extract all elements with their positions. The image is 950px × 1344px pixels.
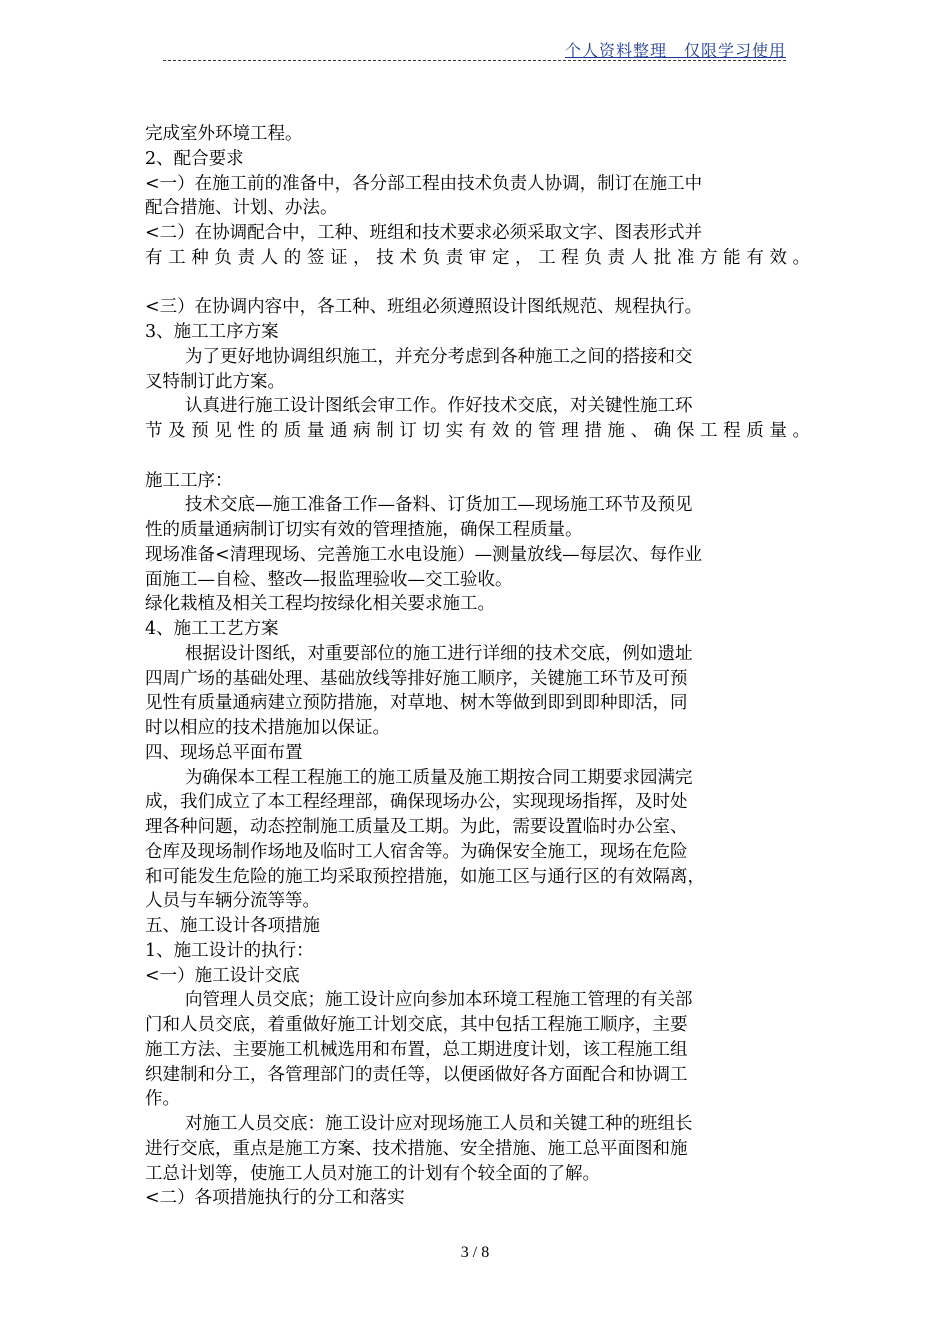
text-line: 向管理人员交底；施工设计应向参加本环境工程施工管理的有关部 bbox=[185, 990, 693, 1011]
text-line: 时以相应的技术措施加以保证。 bbox=[145, 718, 390, 738]
text-line: 成，我们成立了本工程经理部，确保现场办公，实现现场指挥，及时处 bbox=[145, 792, 688, 813]
text-line: 有工种负责人的签证，技术负责审定，工程负责人批准方能有效。 bbox=[145, 247, 810, 268]
text-line: 根据设计图纸，对重要部位的施工进行详细的技术交底，例如遗址 bbox=[185, 643, 693, 664]
text-line: 门和人员交底，着重做好施工计划交底，其中包括工程施工顺序，主要 bbox=[145, 1015, 688, 1035]
section-heading: 2、配合要求 bbox=[145, 148, 244, 169]
text-line: 和可能发生危险的施工均采取预控措施，如施工区与通行区的有效隔离， bbox=[145, 866, 705, 887]
text-line: 织建制和分工，各管理部门的责任等，以便函做好各方面配合和协调工 bbox=[145, 1064, 688, 1085]
section-heading: 4、施工工艺方案 bbox=[145, 619, 279, 639]
text-line: 技术交底—施工准备工作—备料、订货加工—现场施工环节及预见 bbox=[185, 495, 693, 516]
text-line: 完成室外环境工程。 bbox=[145, 124, 303, 144]
text-line: 面施工—自检、整改—报监理验收—交工验收。 bbox=[145, 569, 513, 590]
text-line: 仓库及现场制作场地及临时工人宿舍等。为确保安全施工，现场在危险 bbox=[145, 841, 688, 862]
text-line: <二）在协调配合中，工种、班组和技术要求必须采取文字、图表形式并 bbox=[145, 223, 703, 243]
blank-line bbox=[145, 444, 810, 469]
text-line: 节及预见性的质量通病制订切实有效的管理措施、确保工程质量。 bbox=[145, 421, 810, 441]
text-line: 施工方法、主要施工机械选用和布置，总工期进度计划，该工程施工组 bbox=[145, 1039, 688, 1060]
text-line: <一）在施工前的准备中，各分部工程由技术负责人协调，制订在施工中 bbox=[145, 173, 703, 194]
text-line: 四周广场的基础处理、基础放线等排好施工顺序，关键施工环节及可预 bbox=[145, 668, 688, 689]
section-heading: 3、施工工序方案 bbox=[145, 322, 279, 342]
text-line: 性的质量通病制订切实有效的管理揸施，确保工程质量。 bbox=[145, 520, 583, 540]
header-text: 个人资料整理 仅限学习使用 bbox=[564, 41, 786, 60]
text-line: 理各种问题，动态控制施工质量及工期。为此，需要设置临时办公室、 bbox=[145, 817, 688, 837]
text-line: 叉特制订此方案。 bbox=[145, 371, 285, 392]
section-heading: <一）施工设计交底 bbox=[145, 965, 300, 986]
text-line: 为确保本工程工程施工的施工质量及施工期按合同工期要求园满完 bbox=[185, 767, 693, 788]
text-line: 现场准备<清理现场、完善施工水电设施）—测量放线—每层次、每作业 bbox=[145, 544, 703, 565]
text-line: 工总计划等，使施工人员对施工的计划有个较全面的了解。 bbox=[145, 1163, 600, 1184]
page-header bbox=[163, 38, 786, 61]
text-line: 人员与车辆分流等等。 bbox=[145, 891, 320, 912]
text-line: 对施工人员交底：施工设计应对现场施工人员和关键工种的班组长 bbox=[185, 1114, 693, 1134]
section-heading: 施工工序： bbox=[145, 470, 233, 491]
text-line: 认真进行施工设计图纸会审工作。作好技术交底，对关键性施工环 bbox=[185, 396, 693, 417]
section-heading: 四、现场总平面布置 bbox=[145, 742, 303, 763]
text-line: 配合措施、计划、办法。 bbox=[145, 198, 338, 219]
section-heading: 五、施工设计各项措施 bbox=[145, 916, 320, 936]
blank-line bbox=[145, 271, 810, 296]
document-body bbox=[145, 122, 810, 1211]
text-line: 为了更好地协调组织施工，并充分考虑到各种施工之间的搭接和交 bbox=[185, 346, 693, 367]
text-line: 绿化栽植及相关工程均按绿化相关要求施工。 bbox=[145, 594, 495, 615]
text-line: 进行交底，重点是施工方案、技术措施、安全措施、施工总平面图和施 bbox=[145, 1138, 688, 1159]
section-heading: 1、施工设计的执行： bbox=[145, 940, 314, 961]
section-heading: <二）各项措施执行的分工和落实 bbox=[145, 1188, 405, 1209]
text-line: 作。 bbox=[145, 1089, 180, 1110]
page-number: 3 / 8 bbox=[460, 1244, 490, 1261]
text-line: 见性有质量通病建立预防措施，对草地、树木等做到即到即种即活，同 bbox=[145, 693, 688, 714]
text-line: <三）在协调内容中，各工种、班组必须遵照设计图纸规范、规程执行。 bbox=[145, 297, 703, 318]
